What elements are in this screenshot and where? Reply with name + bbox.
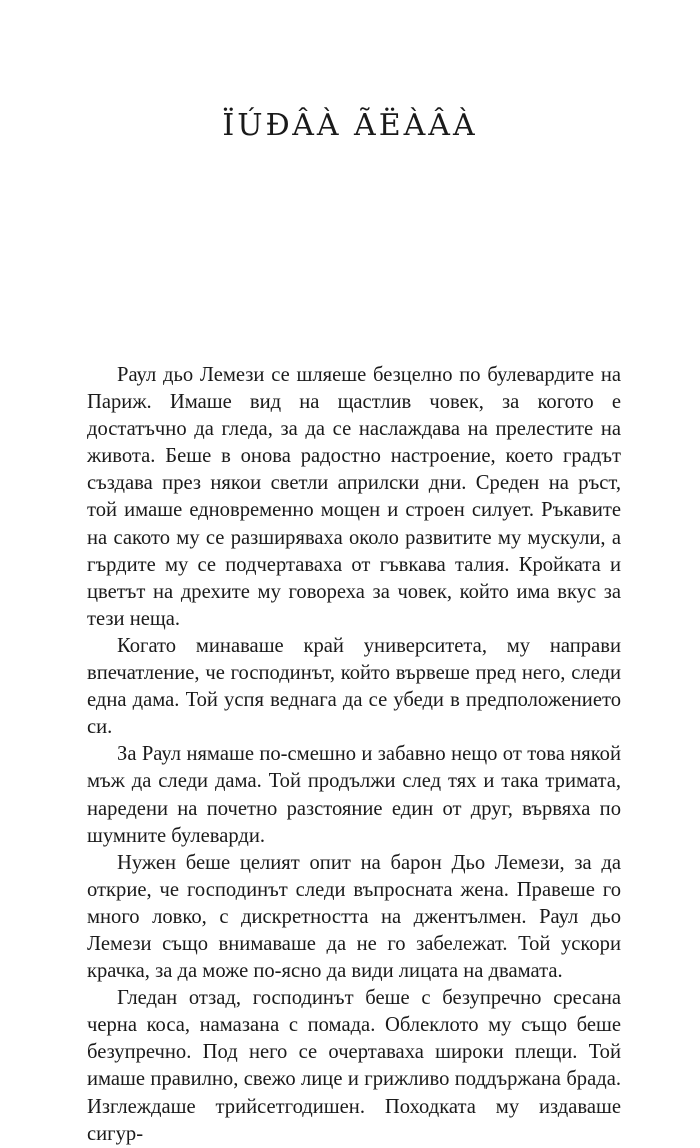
paragraph-5: Гледан отзад, господинът беше с безупречно сресана черна коса, намазана с помада. Облеклото му също беше безупречно. Под него се очертаваха широки плещи. Той имаше правилно, свежо лице и грижливо поддържана брада. Изглеждаше трийсетгодишен. Походката му издаваше сигур- [87,987,621,1145]
paragraph-3: За Раул нямаше по-смешно и забавно нещо от това някой мъж да следи дама. Той продължи след тях и така тримата, наредени на почетно разстояние един от друг, вървяха по шумните булеварди. [87,743,621,847]
paragraph-4: Нужен беше целият опит на барон Дьо Лемези, за да открие, че господинът следи въпросната жена. Правеше го много ловко, с дискретността на джентълмен. Раул дьо Лемези също внимаваше да не го забележат. Той ускори крачка, за да може по-ясно да види лицата на двамата. [87,851,621,983]
chapter-title: ÏÚÐÂÀ ÃËÀÂÀ [222,108,478,143]
paragraph-2: Когато минаваше край университета, му направи впечатление, че господинът, който вървеше пред него, следи една дама. Той успя веднага да се убеди в предположението си. [87,634,621,739]
paragraph-1: Раул дьо Лемези се шляеше безцелно по булевардите на Париж. Имаше вид на щастлив човек, за когото е достатъчно да гледа, за да се наслаждава на прелестите на живота. Беше в онова радостно настроение, което градът създава през някои светли априлски дни. Среден на ръст, той имаше едновременно мощен и строен силует. Ръкавите на сакото му се разширяваха около развитите му мускули, а гърдите му се подчертаваха от гъвкава талия. Кройката и цветът на дрехите му говореха за човек, който има вкус за тези неща. [87,364,621,630]
body-text [87,362,621,1148]
